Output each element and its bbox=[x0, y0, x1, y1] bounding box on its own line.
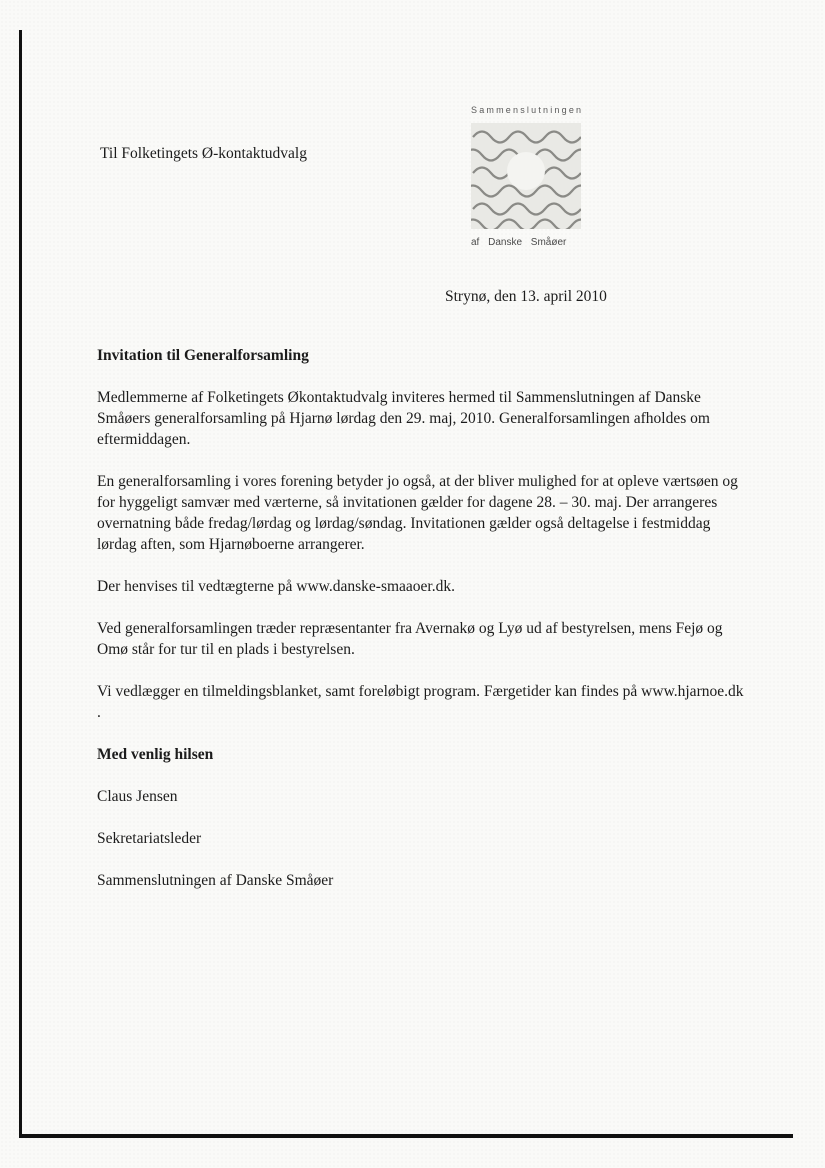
scan-artifact-bottom-line bbox=[21, 1134, 793, 1138]
paragraph-enclosures: Vi vedlægger en tilmeldingsblanket, samt foreløbigt program. Færgetider kan findes på www.hjarnoe.dk . bbox=[97, 683, 744, 721]
signature-title: Sekretariatsleder bbox=[97, 830, 202, 847]
letter-heading: Invitation til Generalforsamling bbox=[97, 347, 309, 364]
scan-artifact-left-line bbox=[19, 30, 22, 1138]
paragraph-invitation: Medlemmerne af Folketingets Økontaktudvalg inviteres hermed til Sammenslutningen af Danske Småøers generalforsamling på Hjarnø lørdag den 29. maj, 2010. Generalforsamlingen afholdes om eftermiddagen. bbox=[97, 389, 710, 448]
paragraph-program-details: En generalforsamling i vores forening betyder jo også, at der bliver mulighed for at opleve værtsøen og for hyggeligt samvær med værterne, så invitationen gælder for dagene 28. – 30. maj. Der arrangeres overnatning både fredag/lørdag og lørdag/søndag. Invitationen gælder også deltagelse i festmiddag lørdag aften, som Hjarnøboerne arrangerer. bbox=[97, 473, 738, 553]
paragraph-bylaws-reference: Der henvises til vedtægterne på www.danske-smaaoer.dk. bbox=[97, 578, 455, 595]
recipient-line: Til Folketingets Ø-kontaktudvalg bbox=[100, 145, 307, 162]
paragraph-board-changes: Ved generalforsamlingen træder repræsentanter fra Avernakø og Lyø ud af bestyrelsen, mens Fejø og Omø står for tur til en plads i bestyrelsen. bbox=[97, 620, 723, 658]
closing-salutation: Med venlig hilsen bbox=[97, 746, 214, 763]
organization-logo-block bbox=[471, 105, 591, 248]
logo-top-text: Sammenslutningen bbox=[471, 105, 584, 115]
letter-body bbox=[97, 345, 747, 912]
signature-organization: Sammenslutningen af Danske Småøer bbox=[97, 872, 334, 889]
waves-logo-icon bbox=[471, 123, 581, 229]
signature-name: Claus Jensen bbox=[97, 788, 178, 805]
dateline: Strynø, den 13. april 2010 bbox=[445, 288, 607, 305]
logo-bottom-text: af Danske Småøer bbox=[471, 237, 567, 248]
